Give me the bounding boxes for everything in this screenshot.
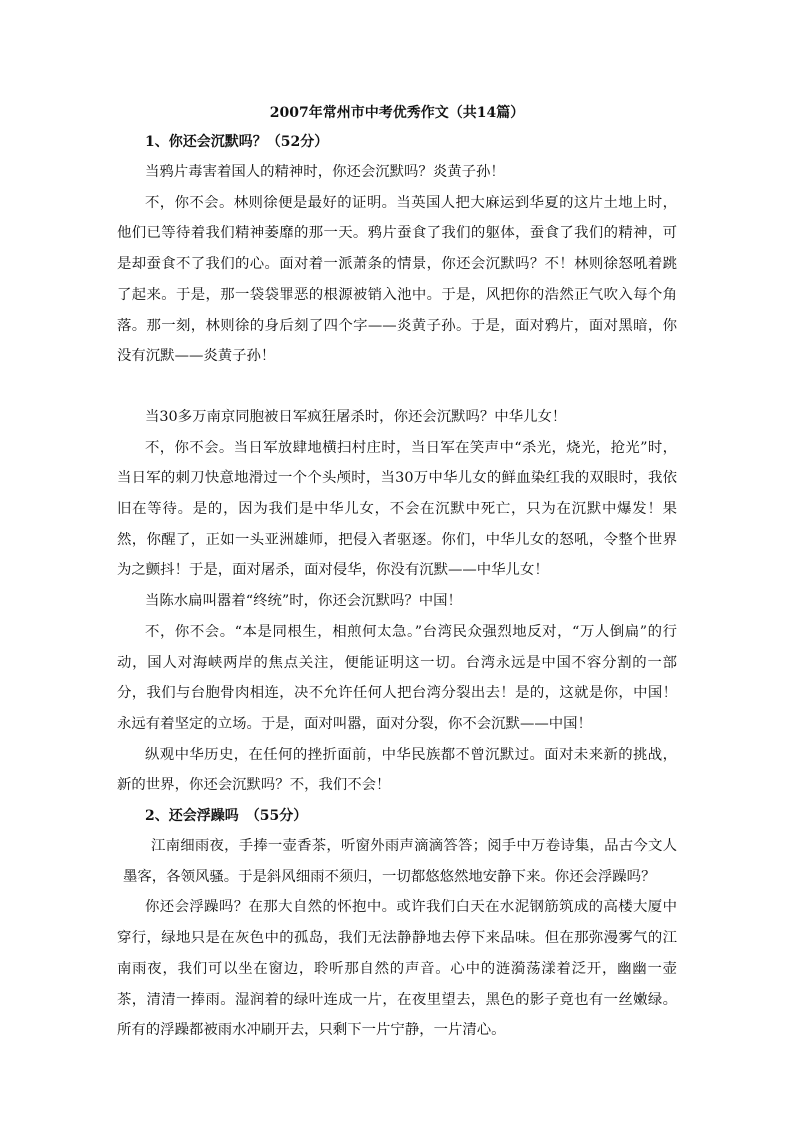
paragraph: 当鸦片毒害着国人的精神时，你还会沉默吗？炎黄子孙！	[145, 164, 505, 180]
paragraph: 你还会浮躁吗？在那大自然的怀抱中。或许我们白天在水泥钢筋筑成的高楼大厦中穿行，绿地只是在灰色中的孤岛，我们无法静静地去停下来品味。但在那弥漫雾气的江南雨夜，我们可以坐在窗边，聆听那自然的声音。心中的涟漪荡漾着泛开，幽幽一壶茶，清清一捧雨。湿润着的绿叶连成一片，在夜里望去，黑色的影子竟也有一丝嫩绿。所有的浮躁都被雨水冲刷开去，只剩下一片宁静，一片清心。	[117, 899, 677, 1039]
paragraph: 当陈水扁叫嚣着“终统”时，你还会沉默吗？中国！	[145, 593, 462, 610]
paragraph: 江南细雨夜，手捧一壶香茶，听窗外雨声滴滴答答；阅手中万卷诗集，品古今文人墨客，各领风骚。于是斜风细雨不须归，一切都悠悠然地安静下来。你还会浮躁吗？	[123, 838, 677, 885]
paragraph: 当30多万南京同胞被日军疯狂屠杀时，你还会沉默吗？中华儿女！	[145, 408, 567, 425]
paragraph: 不，你不会。“本是同根生，相煎何太急。”台湾民众强烈地反对，“万人倒扁”的行动，国人对海峡两岸的焦点关注，便能证明这一切。台湾永远是中国不容分割的一部分，我们与台胞骨肉相连，决不允许任何人把台湾分裂出去！是的，这就是你，中国！永远有着坚定的立场。于是，面对叫嚣，面对分裂，你不会沉默——中国！	[117, 623, 677, 732]
document-body	[117, 127, 677, 1046]
section-2-heading: 2、还会浮躁吗 （55分）	[145, 808, 308, 825]
section-1-heading: 1、你还会沉默吗？（52分）	[145, 134, 329, 150]
paragraph: 不，你不会。林则徐便是最好的证明。当英国人把大麻运到华夏的这片土地上时，他们已等待着我们精神萎靡的那一天。鸦片蚕食了我们的躯体，蚕食了我们的精神，可是却蚕食不了我们的心。面对着一派萧条的情景，你还会沉默吗？不！林则徐怒吼着跳了起来。于是，那一袋袋罪恶的根源被销入池中。于是，风把你的浩然正气吹入每个角落。那一刻，林则徐的身后刻了四个字——炎黄子孙。于是，面对鸦片，面对黑暗，你没有沉默——炎黄子孙！	[117, 194, 677, 365]
paragraph: 纵观中华历史，在任何的挫折面前，中华民族都不曾沉默过。面对未来新的挑战，新的世界，你还会沉默吗？不，我们不会！	[117, 746, 677, 794]
document-title: 2007年常州市中考优秀作文（共14篇）	[269, 105, 525, 121]
paragraph: 不，你不会。当日军放肆地横扫村庄时，当日军在笑声中“杀光，烧光，抢光”时，当日军的刺刀快意地滑过一个个头颅时，当30万中华儿女的鲜血染红我的双眼时，我依旧在等待。是的，因为我们是中华儿女，不会在沉默中死亡，只为在沉默中爆发！果然，你醒了，正如一头亚洲雄师，把侵入者驱逐。你们，中华儿女的怒吼，令整个世界为之颤抖！于是，面对屠杀，面对侵华，你没有沉默——中华儿女！	[117, 439, 677, 579]
blank-line	[117, 372, 677, 402]
